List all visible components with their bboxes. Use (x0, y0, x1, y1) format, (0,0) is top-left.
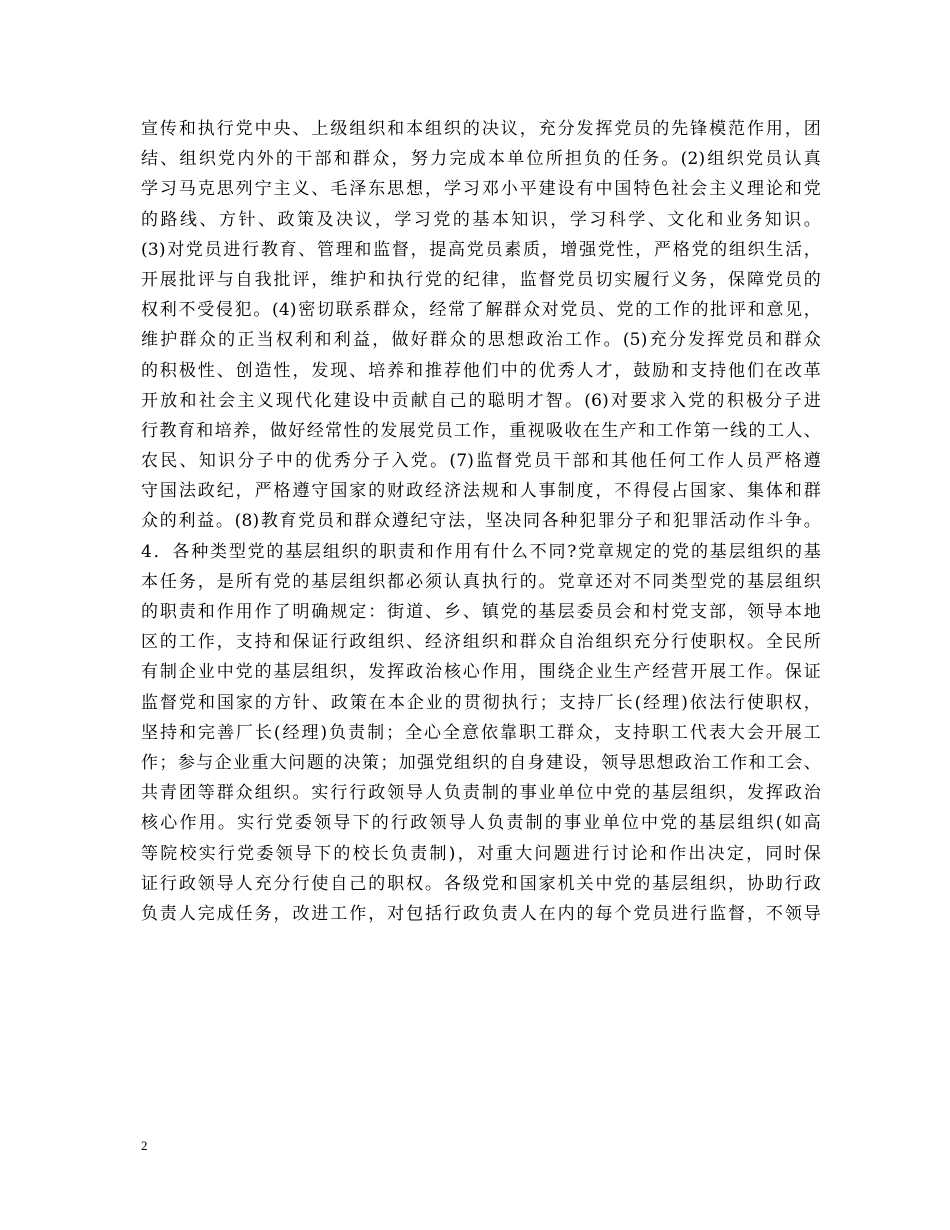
text-line: 权利不受侵犯。(4)密切联系群众，经常了解群众对党员、党的工作的批评和意见， (141, 300, 821, 321)
text-line: 结、组织党内外的干部和群众，努力完成本单位所担负的任务。(2)组织党员认真 (141, 149, 821, 170)
page-number: 2 (141, 1138, 148, 1153)
text-line: 行教育和培养，做好经常性的发展党员工作，重视吸收在生产和工作第一线的工人、 (141, 420, 821, 441)
text-line: 作；参与企业重大问题的决策；加强党组织的自身建设，领导思想政治工作和工会、 (141, 752, 821, 773)
text-line: 众的利益。(8)教育党员和群众遵纪守法，坚决同各种犯罪分子和犯罪活动作斗争。 (141, 511, 821, 532)
text-line: 共青团等群众组织。实行行政领导人负责制的事业单位中党的基层组织，发挥政治 (141, 783, 821, 804)
text-line: 的积极性、创造性，发现、培养和推荐他们中的优秀人才，鼓励和支持他们在改革 (141, 360, 821, 381)
text-line: 等院校实行党委领导下的校长负责制)，对重大问题进行讨论和作出决定，同时保 (141, 843, 821, 864)
text-line: 4．各种类型党的基层组织的职责和作用有什么不同?党章规定的党的基层组织的基 (141, 541, 821, 562)
text-line: 宣传和执行党中央、上级组织和本组织的决议，充分发挥党员的先锋模范作用，团 (141, 119, 821, 139)
text-line: (3)对党员进行教育、管理和监督，提高党员素质，增强党性，严格党的组织生活， (141, 239, 821, 260)
body-text (141, 114, 821, 929)
text-line: 的路线、方针、政策及决议，学习党的基本知识，学习科学、文化和业务知识。 (141, 209, 821, 230)
text-line: 农民、知识分子中的优秀分子入党。(7)监督党员干部和其他任何工作人员严格遵 (141, 451, 821, 472)
text-line: 核心作用。实行党委领导下的行政领导人负责制的事业单位中党的基层组织(如高 (141, 813, 821, 834)
text-line: 的职责和作用作了明确规定：街道、乡、镇党的基层委员会和村党支部，领导本地 (141, 602, 821, 622)
text-line: 维护群众的正当权利和利益，做好群众的思想政治工作。(5)充分发挥党员和群众 (141, 330, 821, 351)
text-line: 负责人完成任务，改进工作，对包括行政负责人在内的每个党员进行监督，不领导 (141, 903, 821, 924)
text-line: 本任务，是所有党的基层组织都必须认真执行的。党章还对不同类型党的基层组织 (141, 571, 821, 592)
text-line: 开放和社会主义现代化建设中贡献自己的聪明才智。(6)对要求入党的积极分子进 (141, 390, 821, 411)
text-line: 开展批评与自我批评，维护和执行党的纪律，监督党员切实履行义务，保障党员的 (141, 269, 821, 290)
text-line: 证行政领导人充分行使自己的职权。各级党和国家机关中党的基层组织，协助行政 (141, 873, 821, 894)
text-line: 学习马克思列宁主义、毛泽东思想，学习邓小平建设有中国特色社会主义理论和党 (141, 179, 821, 200)
text-line: 区的工作，支持和保证行政组织、经济组织和群众自治组织充分行使职权。全民所 (141, 632, 821, 653)
text-line: 监督党和国家的方针、政策在本企业的贯彻执行；支持厂长(经理)依法行使职权， (141, 692, 821, 713)
text-line: 有制企业中党的基层组织，发挥政治核心作用，围绕企业生产经营开展工作。保证 (141, 662, 821, 683)
text-line: 坚持和完善厂长(经理)负责制；全心全意依靠职工群众，支持职工代表大会开展工 (141, 722, 821, 743)
text-line: 守国法政纪，严格遵守国家的财政经济法规和人事制度，不得侵占国家、集体和群 (141, 481, 821, 502)
